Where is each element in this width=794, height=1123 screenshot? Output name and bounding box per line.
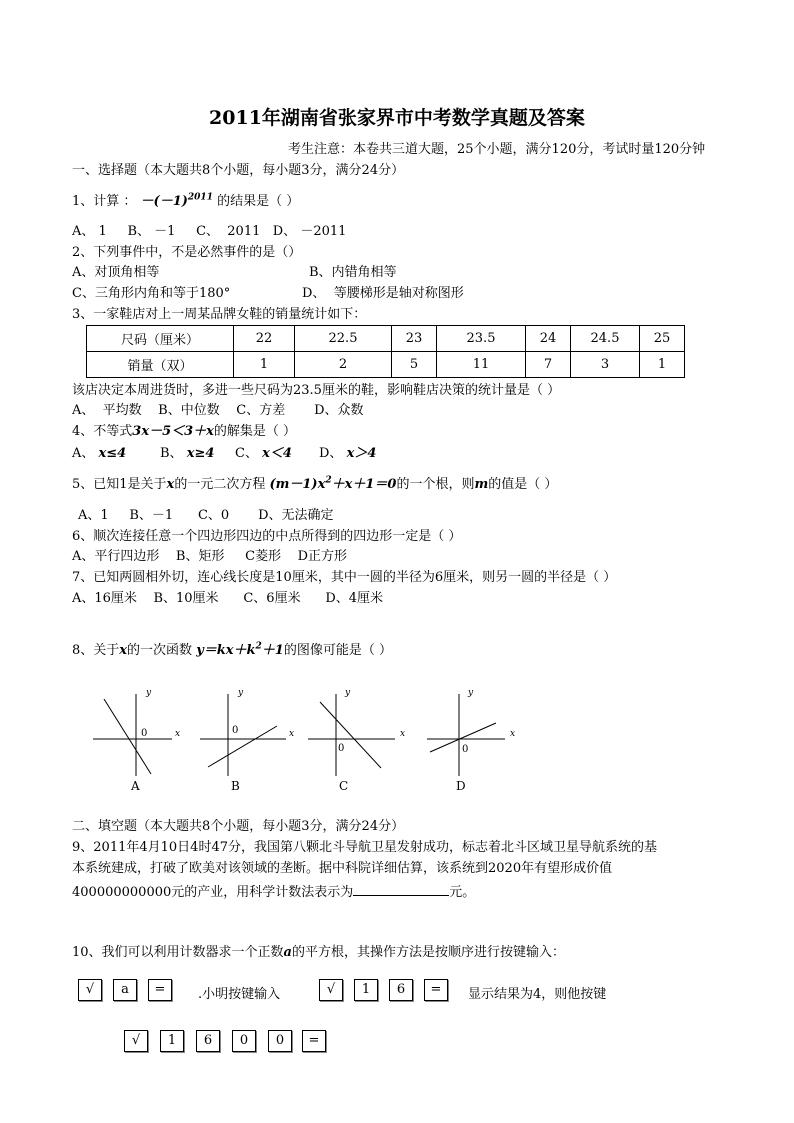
- table-cell: 5: [392, 352, 437, 378]
- question-9-line-2: 本系统建成，打破了欧美对该领域的垄断。据中科院详细估算，该系统到2020年有望形成价值: [72, 861, 613, 876]
- sqrt-key: √: [319, 979, 343, 1001]
- table-cell: 24.5: [571, 326, 640, 352]
- graph-a: [93, 688, 180, 793]
- q5-suffix2: 的值是（ ）: [488, 477, 558, 492]
- graph-b-label: B: [231, 779, 240, 793]
- table-cell: 22: [234, 326, 295, 352]
- q5-equation: $(m-1)x^2+x+1=0$: [269, 475, 397, 492]
- question-2-option-a: A、对顶角相等: [72, 265, 160, 280]
- graph-d-y-label: y: [468, 688, 474, 698]
- key-6: 6: [196, 1030, 220, 1052]
- table-cell: 1: [640, 352, 685, 378]
- question-3-stem: 3、一家鞋店对上一周某品牌女鞋的销量统计如下：: [72, 307, 367, 322]
- q5-mid: 的一元二次方程: [174, 477, 266, 492]
- question-5-stem: [72, 477, 557, 493]
- graph-a-label: A: [131, 779, 140, 793]
- table-row-sizes: [87, 326, 685, 352]
- graph-c-label: C: [339, 779, 349, 793]
- q10-var-a: a: [283, 945, 292, 960]
- q5-var-m: m: [474, 477, 489, 492]
- q5-var-x: x: [166, 477, 175, 492]
- graph-c-y-label: y: [345, 688, 351, 698]
- q4-suffix: 的解集是（ ）: [213, 424, 297, 439]
- question-6-options: A、平行四边形 B、矩形 C菱形 D正方形: [72, 549, 348, 564]
- answer-blank[interactable]: [353, 882, 449, 896]
- question-9-line-1: 9、2011年4月10日4时47分，我国第八颗北斗导航卫星发射成功，标志着北斗区域卫星导航系统的基: [72, 840, 657, 855]
- q1-expression: $-(-1)^{2011}$: [140, 192, 213, 209]
- graph-c: [308, 688, 405, 793]
- equals-key: =: [148, 979, 172, 1001]
- table-cell: 22.5: [295, 326, 392, 352]
- question-8-stem: [72, 643, 392, 659]
- question-3-options: A、 平均数 B、中位数 C、方差 D、众数: [72, 403, 364, 418]
- graph-c-x-label: x: [400, 729, 406, 739]
- table-cell: 23.5: [437, 326, 526, 352]
- graph-d: [427, 688, 515, 793]
- table-cell: 3: [571, 352, 640, 378]
- table-cell: 23: [392, 326, 437, 352]
- key-6: 6: [389, 979, 413, 1001]
- page-title: 2011年湖南省张家界市中考数学真题及答案: [209, 107, 585, 129]
- graph-d-label: D: [456, 779, 466, 793]
- question-6-stem: 6、顺次连接任意一个四边形四边的中点所得到的四边形一定是（ ）: [72, 529, 462, 544]
- question-4-option-a: A、 x≤4: [72, 446, 127, 461]
- graph-a-y-label: y: [146, 688, 152, 698]
- key-0: 0: [268, 1030, 292, 1052]
- equals-key: =: [424, 979, 448, 1001]
- q1-prefix: 1、计算 ：: [72, 194, 137, 209]
- key-1: 1: [160, 1030, 184, 1052]
- question-1-stem: [72, 194, 299, 210]
- table-cell: 24: [526, 326, 571, 352]
- graph-c-origin-label: 0: [338, 743, 345, 754]
- table-cell: 2: [295, 352, 392, 378]
- table-cell: 25: [640, 326, 685, 352]
- q5-suffix: 的一个根，则: [396, 477, 475, 492]
- question-2-option-b: B、内错角相等: [309, 265, 397, 280]
- q10-mid-text: .小明按键输入: [198, 987, 281, 1002]
- question-2-stem: 2、下列事件中，不是必然事件的是（）: [72, 245, 302, 260]
- q8-mid: 的一次函数: [127, 643, 193, 658]
- question-2-option-c: C、三角形内角和等于180°: [72, 286, 231, 301]
- table-header-size: 尺码（厘米）: [87, 326, 234, 352]
- table-cell: 1: [234, 352, 295, 378]
- graph-b-y-label: y: [238, 688, 244, 698]
- table-row-sales: [87, 352, 685, 378]
- graph-d-origin-label: 0: [462, 744, 469, 755]
- question-3-followup: 该店决定本周进货时，多进一些尺码为23.5厘米的鞋，影响鞋店决策的统计量是（ ）: [72, 383, 561, 398]
- key-0: 0: [232, 1030, 256, 1052]
- sqrt-key: √: [124, 1030, 148, 1052]
- question-5-options: A、1 B、－1 C、0 D、无法确定: [78, 508, 334, 523]
- question-2-option-d: D、 等腰梯形是轴对称图形: [302, 286, 464, 301]
- q8-prefix: 8、关于: [72, 643, 120, 658]
- question-9-line-3: [72, 882, 475, 901]
- q5-prefix: 5、已知1是关于: [72, 477, 167, 492]
- graph-a-x-label: x: [175, 729, 181, 739]
- q1-exponent: 2011: [187, 192, 213, 203]
- q8-suffix: 的图像可能是（ ）: [283, 643, 392, 658]
- q8-graph-options: [0, 680, 794, 800]
- key-1: 1: [354, 979, 378, 1001]
- question-4-option-c: C、 x＜4: [235, 446, 292, 461]
- question-1-options: A、 1 B、 －1 C、 2011 D、 －2011: [72, 224, 347, 239]
- q4-prefix: 4、不等式: [72, 424, 133, 439]
- sqrt-key: √: [78, 979, 102, 1001]
- table-cell: 7: [526, 352, 571, 378]
- exam-notice: 考生注意：本卷共三道大题，25个小题，满分120分，考试时量120分钟: [288, 142, 706, 157]
- q9-unit: 元。: [449, 885, 476, 900]
- question-4-option-b: B、 x≥4: [160, 446, 215, 461]
- graph-a-origin-label: 0: [141, 728, 148, 739]
- question-10-stem: [72, 945, 565, 961]
- q10-prefix: 10、我们可以利用计数器求一个正数: [72, 945, 284, 960]
- q9-text: 400000000000元的产业，用科学计数法表示为: [72, 885, 354, 900]
- q8-var-x: x: [119, 643, 128, 658]
- shoe-sales-table: [86, 325, 685, 378]
- equals-key: =: [302, 1030, 326, 1052]
- q1-suffix: 的结果是（ ）: [217, 194, 300, 209]
- q10-suffix: 的平方根，其操作方法是按顺序进行按键输入：: [291, 945, 565, 960]
- graph-b: [200, 688, 294, 793]
- question-7-stem: 7、已知两圆相外切，连心线长度是10厘米，其中一圆的半径为6厘米，则另一圆的半径是（ ）: [72, 570, 617, 585]
- q10-result-text: 显示结果为4，则他按键: [468, 987, 607, 1002]
- section-2-heading: 二、填空题（本大题共8个小题，每小题3分，满分24分）: [72, 819, 405, 834]
- key-a: a: [113, 979, 137, 1001]
- graph-b-x-label: x: [289, 729, 295, 739]
- table-cell: 11: [437, 352, 526, 378]
- question-7-options: A、16厘米 B、10厘米 C、6厘米 D、4厘米: [72, 591, 384, 606]
- graph-d-x-label: x: [510, 729, 516, 739]
- graph-b-origin-label: 0: [232, 725, 239, 736]
- question-4-stem: [72, 424, 296, 440]
- table-header-sales: 销量（双）: [87, 352, 234, 378]
- question-4-option-d: D、 x＞4: [319, 446, 377, 461]
- section-1-heading: 一、选择题（本大题共8个小题，每小题3分，满分24分）: [72, 163, 405, 178]
- q8-function: $y=kx+k^2+1$: [196, 641, 284, 658]
- q4-expression: 3x－5＜3＋x: [132, 424, 214, 439]
